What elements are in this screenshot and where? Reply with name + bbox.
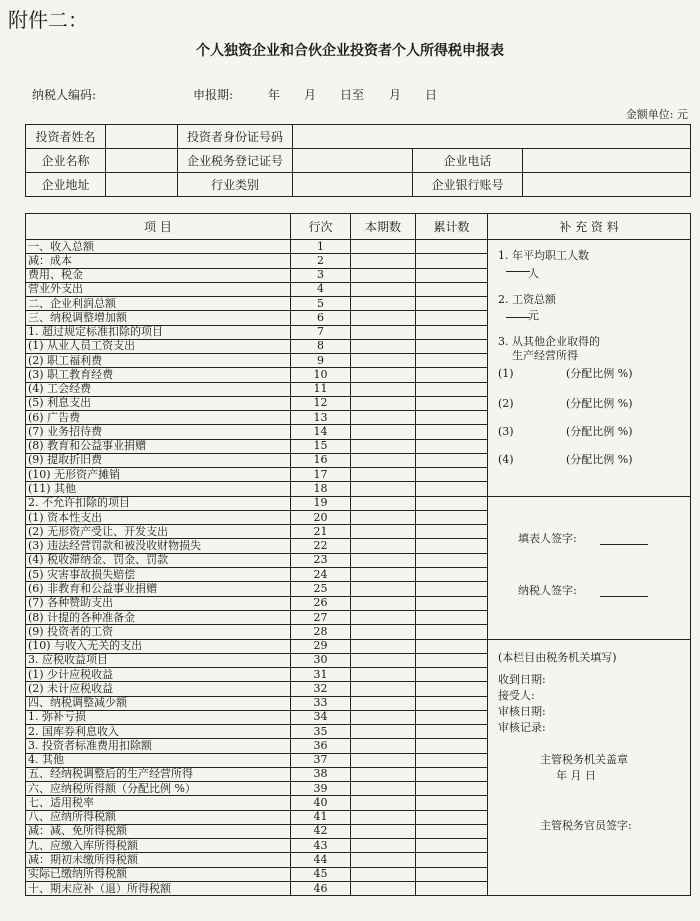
row-item-label: 四、纳税调整减少额 xyxy=(26,696,291,710)
row-line-number: 8 xyxy=(291,339,351,353)
row-current-cell[interactable] xyxy=(351,853,416,867)
row-current-cell[interactable] xyxy=(351,639,416,653)
row-line-number: 18 xyxy=(291,482,351,496)
row-line-number: 21 xyxy=(291,525,351,539)
row-cumulative-cell[interactable] xyxy=(416,439,488,453)
supp-other-income-2: 生产经营所得 xyxy=(512,349,578,362)
investor-id-field[interactable] xyxy=(293,125,691,149)
table-row xyxy=(26,240,691,254)
row-current-cell[interactable] xyxy=(351,297,416,311)
header-row xyxy=(26,149,691,173)
row-current-cell[interactable] xyxy=(351,596,416,610)
row-line-number: 7 xyxy=(291,325,351,339)
row-line-number: 20 xyxy=(291,510,351,524)
row-line-number: 27 xyxy=(291,610,351,624)
row-cumulative-cell[interactable] xyxy=(416,596,488,610)
company-name-label: 企业名称 xyxy=(26,149,106,173)
row-item-label: (6) 非教育和公益事业捐赠 xyxy=(26,582,291,596)
row-line-number: 14 xyxy=(291,425,351,439)
supp-other-income-1: 3. 从其他企业取得的 xyxy=(498,335,600,348)
row-item-label: 九、应缴入库所得税额 xyxy=(26,839,291,853)
tax-office-seal-label: 主管税务机关盖章 xyxy=(540,752,628,766)
form-title: 个人独资企业和合伙企业投资者个人所得税申报表 xyxy=(196,43,504,59)
row-line-number: 36 xyxy=(291,739,351,753)
row-line-number: 45 xyxy=(291,867,351,881)
row-current-cell[interactable] xyxy=(351,867,416,881)
header-row xyxy=(26,125,691,149)
row-item-label: (5) 利息支出 xyxy=(26,396,291,410)
row-cumulative-cell[interactable] xyxy=(416,867,488,881)
row-cumulative-cell[interactable] xyxy=(416,468,488,482)
row-item-label: 十、期末应补（退）所得税额 xyxy=(26,881,291,895)
row-cumulative-cell[interactable] xyxy=(416,696,488,710)
table-row xyxy=(26,639,691,653)
supp-c-section xyxy=(488,639,691,896)
row-item-label: 二、企业利润总额 xyxy=(26,297,291,311)
row-item-label: (2) 职工福利费 xyxy=(26,354,291,368)
row-item-label: 2. 国库券利息收入 xyxy=(26,725,291,739)
row-line-number: 25 xyxy=(291,582,351,596)
row-current-cell[interactable] xyxy=(351,839,416,853)
row-item-label: 六、应纳税所得额（分配比例 %） xyxy=(26,782,291,796)
row-current-cell[interactable] xyxy=(351,240,416,254)
row-cumulative-cell[interactable] xyxy=(416,853,488,867)
row-item-label: (4) 税收滞纳金、罚金、罚款 xyxy=(26,553,291,567)
row-cumulative-cell[interactable] xyxy=(416,425,488,439)
income-tax-table xyxy=(25,213,691,896)
row-current-cell[interactable] xyxy=(351,425,416,439)
row-line-number: 16 xyxy=(291,453,351,467)
avg-staff-blank[interactable] xyxy=(506,271,530,272)
review-record-label: 审核记录: xyxy=(498,720,546,734)
row-item-label: 五、经纳税调整后的生产经营所得 xyxy=(26,767,291,781)
row-line-number: 12 xyxy=(291,396,351,410)
col-supplement: 补 充 资 料 xyxy=(488,214,691,240)
row-item-label: 3. 应税收益项目 xyxy=(26,653,291,667)
row-current-cell[interactable] xyxy=(351,668,416,682)
row-cumulative-cell[interactable] xyxy=(416,639,488,653)
row-item-label: (1) 从业人员工资支出 xyxy=(26,339,291,353)
row-line-number: 6 xyxy=(291,311,351,325)
industry-field[interactable] xyxy=(293,173,413,197)
company-address-label: 企业地址 xyxy=(26,173,106,197)
row-current-cell[interactable] xyxy=(351,482,416,496)
row-current-cell[interactable] xyxy=(351,396,416,410)
row-current-cell[interactable] xyxy=(351,268,416,282)
row-current-cell[interactable] xyxy=(351,767,416,781)
col-line: 行次 xyxy=(291,214,351,240)
period-day-end: 日 xyxy=(425,88,438,102)
row-item-label: (3) 职工教育经费 xyxy=(26,368,291,382)
company-reg-no-label: 企业税务登记证号 xyxy=(178,149,293,173)
row-line-number: 37 xyxy=(291,753,351,767)
review-date-label: 审核日期: xyxy=(498,704,546,718)
taxpayer-sign-blank[interactable] xyxy=(600,596,648,597)
receive-date-label: 收到日期: xyxy=(498,672,546,686)
row-item-label: (10) 与收入无关的支出 xyxy=(26,639,291,653)
row-line-number: 42 xyxy=(291,824,351,838)
row-cumulative-cell[interactable] xyxy=(416,539,488,553)
row-cumulative-cell[interactable] xyxy=(416,710,488,724)
row-current-cell[interactable] xyxy=(351,553,416,567)
row-item-label: (3) 违法经营罚款和被没收财物损失 xyxy=(26,539,291,553)
row-line-number: 17 xyxy=(291,468,351,482)
row-current-cell[interactable] xyxy=(351,682,416,696)
column-header-row xyxy=(26,214,691,240)
supp-b-section xyxy=(488,496,691,639)
row-item-label: 实际已缴纳所得税额 xyxy=(26,867,291,881)
row-current-cell[interactable] xyxy=(351,510,416,524)
row-current-cell[interactable] xyxy=(351,796,416,810)
row-line-number: 24 xyxy=(291,568,351,582)
row-line-number: 29 xyxy=(291,639,351,653)
row-line-number: 2 xyxy=(291,254,351,268)
row-cumulative-cell[interactable] xyxy=(416,525,488,539)
taxpayer-info-table xyxy=(25,124,691,197)
row-current-cell[interactable] xyxy=(351,254,416,268)
row-cumulative-cell[interactable] xyxy=(416,496,488,510)
row-item-label: 1. 超过规定标准扣除的项目 xyxy=(26,325,291,339)
row-cumulative-cell[interactable] xyxy=(416,396,488,410)
row-cumulative-cell[interactable] xyxy=(416,625,488,639)
row-cumulative-cell[interactable] xyxy=(416,881,488,895)
row-current-cell[interactable] xyxy=(351,696,416,710)
row-line-number: 11 xyxy=(291,382,351,396)
row-item-label: 减：期初未缴所得税额 xyxy=(26,853,291,867)
row-line-number: 3 xyxy=(291,268,351,282)
row-current-cell[interactable] xyxy=(351,824,416,838)
row-item-label: (7) 各种赞助支出 xyxy=(26,596,291,610)
row-cumulative-cell[interactable] xyxy=(416,510,488,524)
period-label: 申报期: xyxy=(193,88,234,102)
row-cumulative-cell[interactable] xyxy=(416,339,488,353)
period-year: 年 xyxy=(268,88,281,102)
investor-id-label: 投资者身份证号码 xyxy=(178,125,293,149)
company-address-field[interactable] xyxy=(106,173,178,197)
row-cumulative-cell[interactable] xyxy=(416,753,488,767)
col-current: 本期数 xyxy=(351,214,416,240)
col-item: 项 目 xyxy=(26,214,291,240)
row-line-number: 15 xyxy=(291,439,351,453)
table-row xyxy=(26,496,691,510)
row-cumulative-cell[interactable] xyxy=(416,268,488,282)
bank-account-label: 企业银行账号 xyxy=(413,173,523,197)
row-line-number: 23 xyxy=(291,553,351,567)
receiver-label: 接受人: xyxy=(498,688,535,702)
row-item-label: (2) 无形资产受让、开发支出 xyxy=(26,525,291,539)
row-item-label: (4) 工会经费 xyxy=(26,382,291,396)
taxpayer-id-label: 纳税人编码: xyxy=(32,88,97,102)
row-current-cell[interactable] xyxy=(351,325,416,339)
row-line-number: 43 xyxy=(291,839,351,853)
row-current-cell[interactable] xyxy=(351,753,416,767)
row-current-cell[interactable] xyxy=(351,810,416,824)
row-cumulative-cell[interactable] xyxy=(416,297,488,311)
row-item-label: (9) 投资者的工资 xyxy=(26,625,291,639)
row-current-cell[interactable] xyxy=(351,311,416,325)
supp-s2: (2) xyxy=(498,397,514,410)
row-current-cell[interactable] xyxy=(351,539,416,553)
row-item-label: (1) 资本性支出 xyxy=(26,510,291,524)
row-cumulative-cell[interactable] xyxy=(416,839,488,853)
row-line-number: 9 xyxy=(291,354,351,368)
row-cumulative-cell[interactable] xyxy=(416,382,488,396)
company-name-field[interactable] xyxy=(106,149,178,173)
supp-a-section xyxy=(488,240,691,497)
row-line-number: 41 xyxy=(291,810,351,824)
row-item-label: (5) 灾害事故损失赔偿 xyxy=(26,568,291,582)
supp-ratio-2: (分配比例 %) xyxy=(566,397,633,410)
row-current-cell[interactable] xyxy=(351,368,416,382)
row-line-number: 13 xyxy=(291,411,351,425)
row-line-number: 44 xyxy=(291,853,351,867)
supp-s1: (1) xyxy=(498,367,514,380)
row-cumulative-cell[interactable] xyxy=(416,582,488,596)
currency-unit: 金额单位: 元 xyxy=(625,108,688,121)
industry-label: 行业类别 xyxy=(178,173,293,197)
row-current-cell[interactable] xyxy=(351,582,416,596)
row-current-cell[interactable] xyxy=(351,710,416,724)
taxpayer-sign-label: 纳税人签字: xyxy=(518,583,577,597)
col-cumulative: 累计数 xyxy=(416,214,488,240)
investor-name-label: 投资者姓名 xyxy=(26,125,106,149)
supp-total-wage: 2. 工资总额 xyxy=(498,293,556,306)
row-line-number: 31 xyxy=(291,668,351,682)
row-cumulative-cell[interactable] xyxy=(416,739,488,753)
row-line-number: 39 xyxy=(291,782,351,796)
company-reg-no-field[interactable] xyxy=(293,149,413,173)
row-item-label: 营业外支出 xyxy=(26,282,291,296)
row-cumulative-cell[interactable] xyxy=(416,325,488,339)
row-cumulative-cell[interactable] xyxy=(416,453,488,467)
row-item-label: 减：减、免所得税额 xyxy=(26,824,291,838)
row-cumulative-cell[interactable] xyxy=(416,282,488,296)
row-cumulative-cell[interactable] xyxy=(416,553,488,567)
row-current-cell[interactable] xyxy=(351,282,416,296)
row-item-label: 一、收入总额 xyxy=(26,240,291,254)
row-cumulative-cell[interactable] xyxy=(416,368,488,382)
row-current-cell[interactable] xyxy=(351,339,416,353)
row-current-cell[interactable] xyxy=(351,453,416,467)
row-line-number: 10 xyxy=(291,368,351,382)
row-cumulative-cell[interactable] xyxy=(416,354,488,368)
row-line-number: 40 xyxy=(291,796,351,810)
row-cumulative-cell[interactable] xyxy=(416,668,488,682)
row-item-label: 3. 投资者标准费用扣除额 xyxy=(26,739,291,753)
row-item-label: (10) 无形资产摊销 xyxy=(26,468,291,482)
row-line-number: 34 xyxy=(291,710,351,724)
row-line-number: 30 xyxy=(291,653,351,667)
row-item-label: (11) 其他 xyxy=(26,482,291,496)
row-cumulative-cell[interactable] xyxy=(416,682,488,696)
supp-avg-staff: 1. 年平均职工人数 xyxy=(498,249,589,262)
row-item-label: (6) 广告费 xyxy=(26,411,291,425)
row-current-cell[interactable] xyxy=(351,411,416,425)
row-cumulative-cell[interactable] xyxy=(416,725,488,739)
row-item-label: 费用、税金 xyxy=(26,268,291,282)
tax-office-note: (本栏目由税务机关填写) xyxy=(498,650,617,664)
row-line-number: 5 xyxy=(291,297,351,311)
company-phone-label: 企业电话 xyxy=(413,149,523,173)
row-line-number: 38 xyxy=(291,767,351,781)
seal-date-label: 年 月 日 xyxy=(556,768,596,782)
row-line-number: 28 xyxy=(291,625,351,639)
row-cumulative-cell[interactable] xyxy=(416,824,488,838)
filler-sign-blank[interactable] xyxy=(600,544,648,545)
row-cumulative-cell[interactable] xyxy=(416,796,488,810)
period-month-start: 月 xyxy=(304,88,317,102)
supp-ratio-4: (分配比例 %) xyxy=(566,453,633,466)
row-current-cell[interactable] xyxy=(351,739,416,753)
row-line-number: 26 xyxy=(291,596,351,610)
row-item-label: 1. 弥补亏损 xyxy=(26,710,291,724)
row-current-cell[interactable] xyxy=(351,439,416,453)
total-wage-blank[interactable] xyxy=(506,317,530,318)
row-cumulative-cell[interactable] xyxy=(416,810,488,824)
row-current-cell[interactable] xyxy=(351,354,416,368)
row-cumulative-cell[interactable] xyxy=(416,568,488,582)
row-current-cell[interactable] xyxy=(351,653,416,667)
row-line-number: 32 xyxy=(291,682,351,696)
row-current-cell[interactable] xyxy=(351,610,416,624)
row-cumulative-cell[interactable] xyxy=(416,482,488,496)
supp-s3: (3) xyxy=(498,425,514,438)
row-line-number: 35 xyxy=(291,725,351,739)
row-item-label: (8) 计提的各种准备金 xyxy=(26,610,291,624)
row-item-label: (8) 教育和公益事业捐赠 xyxy=(26,439,291,453)
row-current-cell[interactable] xyxy=(351,568,416,582)
filler-sign-label: 填表人签字: xyxy=(518,531,577,545)
row-item-label: 2. 不允许扣除的项目 xyxy=(26,496,291,510)
row-current-cell[interactable] xyxy=(351,496,416,510)
row-line-number: 4 xyxy=(291,282,351,296)
row-line-number: 22 xyxy=(291,539,351,553)
row-item-label: 八、应纳所得税额 xyxy=(26,810,291,824)
row-cumulative-cell[interactable] xyxy=(416,254,488,268)
row-item-label: 减：成本 xyxy=(26,254,291,268)
row-item-label: (7) 业务招待费 xyxy=(26,425,291,439)
supp-ratio-3: (分配比例 %) xyxy=(566,425,633,438)
row-current-cell[interactable] xyxy=(351,881,416,895)
row-cumulative-cell[interactable] xyxy=(416,653,488,667)
row-item-label: (9) 提取折旧费 xyxy=(26,453,291,467)
official-sign-label: 主管税务官员签字: xyxy=(540,818,632,832)
row-item-label: 七、适用税率 xyxy=(26,796,291,810)
row-cumulative-cell[interactable] xyxy=(416,411,488,425)
supp-yuan: 元 xyxy=(528,309,539,322)
supp-s4: (4) xyxy=(498,453,514,466)
supp-person-unit: 人 xyxy=(528,267,539,280)
row-cumulative-cell[interactable] xyxy=(416,782,488,796)
row-cumulative-cell[interactable] xyxy=(416,240,488,254)
row-line-number: 33 xyxy=(291,696,351,710)
company-phone-field[interactable] xyxy=(523,149,691,173)
attachment-label: 附件二： xyxy=(8,8,88,32)
bank-account-field[interactable] xyxy=(523,173,691,197)
row-current-cell[interactable] xyxy=(351,625,416,639)
row-line-number: 19 xyxy=(291,496,351,510)
row-item-label: 三、纳税调整增加额 xyxy=(26,311,291,325)
row-cumulative-cell[interactable] xyxy=(416,767,488,781)
row-cumulative-cell[interactable] xyxy=(416,610,488,624)
period-day-to: 日至 xyxy=(340,88,365,102)
supp-ratio-1: (分配比例 %) xyxy=(566,367,633,380)
investor-name-field[interactable] xyxy=(106,125,178,149)
period-month-end: 月 xyxy=(389,88,402,102)
row-line-number: 1 xyxy=(291,240,351,254)
row-current-cell[interactable] xyxy=(351,468,416,482)
row-cumulative-cell[interactable] xyxy=(416,311,488,325)
row-item-label: (2) 未计应税收益 xyxy=(26,682,291,696)
row-item-label: (1) 少计应税收益 xyxy=(26,668,291,682)
row-current-cell[interactable] xyxy=(351,725,416,739)
row-item-label: 4. 其他 xyxy=(26,753,291,767)
row-current-cell[interactable] xyxy=(351,782,416,796)
row-line-number: 46 xyxy=(291,881,351,895)
row-current-cell[interactable] xyxy=(351,382,416,396)
row-current-cell[interactable] xyxy=(351,525,416,539)
header-row xyxy=(26,173,691,197)
